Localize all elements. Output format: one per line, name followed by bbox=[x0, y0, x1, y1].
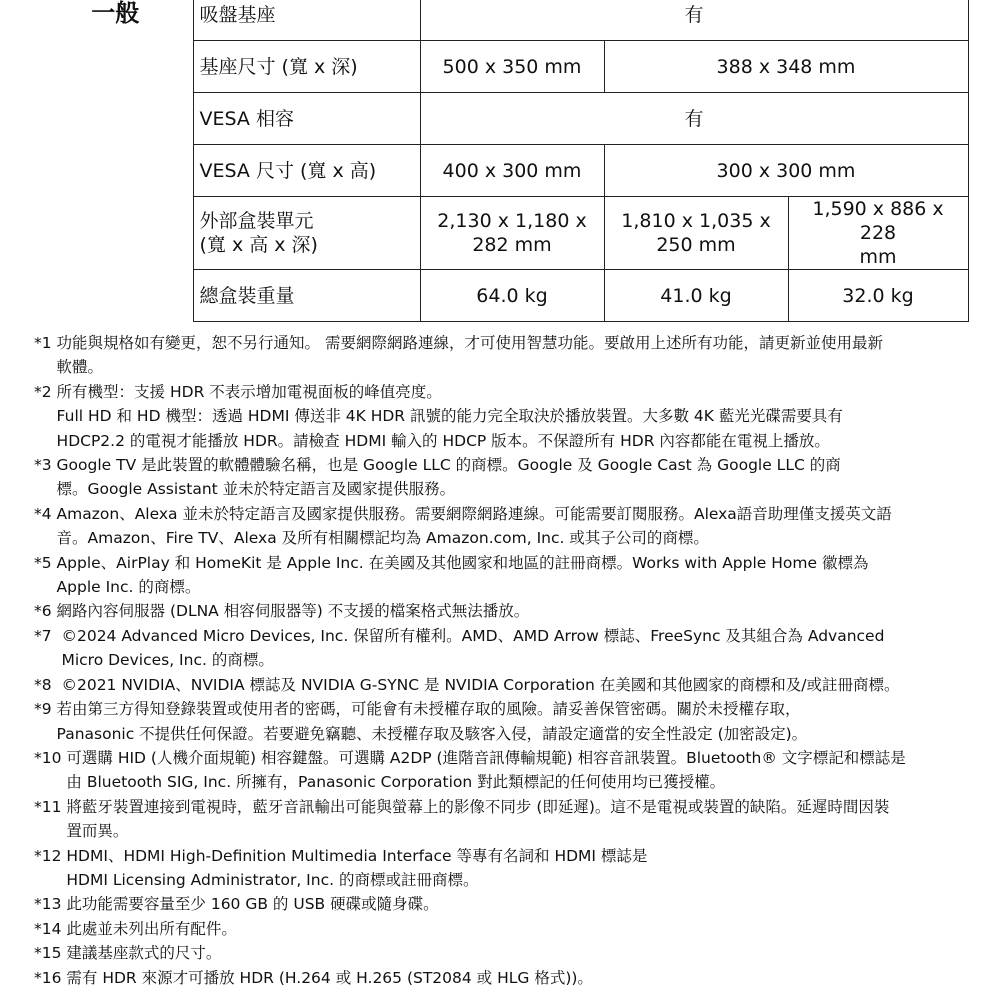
footnote-text bbox=[57, 502, 980, 551]
spec-value-line: 2,130 x 1,180 x bbox=[437, 210, 587, 232]
footnote-line: 需有 HDR 來源才可播放 HDR (H.264 或 H.265 (ST2084 或 HLG 格式))。 bbox=[66, 968, 593, 987]
spec-value: 41.0 kg bbox=[604, 270, 788, 322]
footnote-line: Micro Devices, Inc. 的商標。 bbox=[61, 651, 274, 670]
footnote bbox=[34, 941, 980, 965]
footnote-line: ©2021 NVIDIA、NVIDIA 標誌及 NVIDIA G-SYNC 是 NVIDIA Corporation 在美國和其他國家的商標和及/或註冊商標。 bbox=[61, 675, 900, 694]
footnote-line: 音。Amazon、Fire TV、Alexa 及所有相關標記均為 Amazon.com, Inc. 或其子公司的商標。 bbox=[56, 529, 709, 548]
footnote-number: *15 bbox=[34, 944, 67, 963]
footnote-number: *16 bbox=[34, 968, 67, 987]
spec-value: 500 x 350 mm bbox=[420, 41, 604, 93]
spec-label bbox=[193, 270, 420, 322]
footnote bbox=[34, 844, 980, 893]
footnote-text bbox=[57, 331, 980, 380]
footnote-line: 軟體。 bbox=[56, 358, 104, 377]
footnote-text bbox=[66, 941, 980, 965]
footnote bbox=[34, 697, 980, 746]
footnote-number: *12 bbox=[34, 846, 67, 865]
spec-label bbox=[193, 145, 420, 197]
spec-row bbox=[38, 0, 968, 41]
footnote-text bbox=[66, 917, 980, 941]
footnote-text bbox=[57, 453, 980, 502]
footnote-line: 可選購 HID (人機介面規範) 相容鍵盤。可選購 A2DP (進階音訊傳輸規範) 相容音訊裝置。Bluetooth® 文字標記和標誌是 bbox=[66, 748, 906, 767]
spec-label-line: 基座尺寸 (寬 x 深) bbox=[199, 55, 358, 78]
spec-value: 400 x 300 mm bbox=[420, 145, 604, 197]
footnote-text bbox=[66, 746, 980, 795]
spec-value: 32.0 kg bbox=[788, 270, 968, 322]
footnote-line: 所有機型：支援 HDR 不表示增加電視面板的峰值亮度。 bbox=[56, 382, 442, 401]
footnote-number: *11 bbox=[34, 797, 67, 816]
footnote-text bbox=[57, 599, 980, 623]
footnote-line: HDMI、HDMI High-Definition Multimedia Interface 等專有名詞和 HDMI 標誌是 bbox=[66, 846, 648, 865]
spec-value bbox=[604, 197, 788, 270]
footnote-line: 功能與規格如有變更，恕不另行通知。 需要網際網路連線，才可使用智慧功能。要啟用上述所有功能，請更新並使用最新 bbox=[56, 334, 883, 352]
spec-value-line: 1,590 x 886 x 228 bbox=[812, 198, 944, 244]
spec-value: 64.0 kg bbox=[420, 270, 604, 322]
footnote-number: *6 bbox=[34, 602, 57, 621]
footnote-number: *8 bbox=[34, 675, 62, 694]
footnote-text bbox=[66, 966, 980, 990]
spec-label-line: VESA 尺寸 (寬 x 高) bbox=[199, 159, 377, 182]
spec-label-line: (寬 x 高 x 深) bbox=[199, 234, 318, 256]
footnote-number: *4 bbox=[34, 504, 57, 523]
footnote-line: Google TV 是此裝置的軟體體驗名稱，也是 Google LLC 的商標。Google 及 Google Cast 為 Google LLC 的商 bbox=[56, 456, 841, 475]
footnote bbox=[34, 917, 980, 941]
footnote bbox=[34, 892, 980, 916]
footnote-line: HDMI Licensing Administrator, Inc. 的商標或註冊商標。 bbox=[66, 870, 479, 889]
spec-table bbox=[38, 0, 969, 322]
spec-value: 有 bbox=[420, 0, 968, 41]
spec-value: 有 bbox=[420, 93, 968, 145]
spec-label bbox=[193, 93, 420, 145]
footnote-line: Apple、AirPlay 和 HomeKit 是 Apple Inc. 在美國及其他國家和地區的註冊商標。Works with Apple Home 徽標為 bbox=[56, 553, 869, 572]
spec-label-line: VESA 相容 bbox=[199, 107, 294, 130]
footnote-line: Panasonic 不提供任何保證。若要避免竊聽、未授權存取及駭客入侵，請設定適當的安全性設定 (加密設定)。 bbox=[56, 724, 808, 743]
footnote-number: *14 bbox=[34, 919, 67, 938]
footnotes bbox=[34, 331, 980, 990]
footnote-text bbox=[61, 673, 980, 697]
footnote bbox=[34, 966, 980, 990]
footnote-line: Apple Inc. 的商標。 bbox=[56, 578, 201, 597]
footnote bbox=[34, 551, 980, 600]
spec-label-line: 吸盤基座 bbox=[199, 3, 276, 26]
footnote-text bbox=[66, 892, 980, 916]
footnote-line: 網路內容伺服器 (DLNA 相容伺服器等) 不支援的檔案格式無法播放。 bbox=[56, 602, 530, 621]
spec-value bbox=[420, 197, 604, 270]
footnote-line: HDCP2.2 的電視才能播放 HDR。請檢查 HDMI 輸入的 HDCP 版本。不保證所有 HDR 內容都能在電視上播放。 bbox=[56, 431, 830, 450]
footnote-text bbox=[66, 844, 980, 893]
footnote-text bbox=[57, 551, 980, 600]
footnote-line: 此處並未列出所有配件。 bbox=[66, 919, 237, 938]
spec-value-line: 1,810 x 1,035 x bbox=[621, 210, 771, 232]
spec-value bbox=[788, 197, 968, 270]
spec-label bbox=[193, 197, 420, 270]
spec-value-line: 250 mm bbox=[656, 234, 736, 256]
footnote-line: 若由第三方得知登錄裝置或使用者的密碼，可能會有未授權存取的風險。請妥善保管密碼。關於未授權存取， bbox=[56, 700, 801, 719]
footnote-line: 由 Bluetooth SIG, Inc. 所擁有，Panasonic Corporation 對此類標記的任何使用均已獲授權。 bbox=[66, 773, 726, 792]
spec-label-line: 外部盒裝單元 bbox=[199, 210, 314, 232]
footnote bbox=[34, 795, 980, 844]
footnote-line: 此功能需要容量至少 160 GB 的 USB 硬碟或隨身碟。 bbox=[66, 895, 439, 914]
footnote-number: *10 bbox=[34, 748, 67, 767]
footnote-line: 建議基座款式的尺寸。 bbox=[66, 944, 222, 963]
footnote-line: Full HD 和 HD 機型：透過 HDMI 傳送非 4K HDR 訊號的能力完全取決於播放裝置。大多數 4K 藍光光碟需要具有 bbox=[56, 407, 843, 426]
footnote-number: *1 bbox=[34, 334, 57, 352]
footnote bbox=[34, 599, 980, 623]
footnote-number: *5 bbox=[34, 553, 57, 572]
footnote-line: Amazon、Alexa 並未於特定語言及國家提供服務。需要網際網路連線。可能需要訂閱服務。Alexa語音助理僅支援英文語 bbox=[56, 504, 892, 523]
spec-category: 一般 bbox=[38, 0, 193, 322]
footnote bbox=[34, 331, 980, 380]
footnote-number: *3 bbox=[34, 456, 57, 475]
spec-value: 300 x 300 mm bbox=[604, 145, 968, 197]
footnote-text bbox=[66, 795, 980, 844]
footnote-number: *2 bbox=[34, 382, 57, 401]
footnote-line: 將藍牙裝置連接到電視時，藍牙音訊輸出可能與螢幕上的影像不同步 (即延遲)。這不是電視或裝置的缺陷。延遲時間因裝 bbox=[66, 797, 890, 816]
footnote-text bbox=[57, 697, 980, 746]
footnote bbox=[34, 624, 980, 673]
spec-value-line: mm bbox=[859, 246, 897, 268]
footnote-line: 標。Google Assistant 並未於特定語言及國家提供服務。 bbox=[56, 480, 456, 499]
spec-label bbox=[193, 41, 420, 93]
footnote bbox=[34, 380, 980, 453]
spec-label-line: 總盒裝重量 bbox=[199, 284, 295, 307]
spec-value: 388 x 348 mm bbox=[604, 41, 968, 93]
footnote-number: *7 bbox=[34, 626, 62, 645]
footnote bbox=[34, 673, 980, 697]
footnote-number: *9 bbox=[34, 700, 57, 719]
footnote-text bbox=[61, 624, 980, 673]
footnote-text bbox=[57, 380, 980, 453]
footnote-number: *13 bbox=[34, 895, 67, 914]
footnote-line: ©2024 Advanced Micro Devices, Inc. 保留所有權利。AMD、AMD Arrow 標誌、FreeSync 及其組合為 Advanced bbox=[61, 626, 885, 645]
footnote bbox=[34, 453, 980, 502]
spec-label bbox=[193, 0, 420, 41]
footnote bbox=[34, 746, 980, 795]
spec-value-line: 282 mm bbox=[472, 234, 552, 256]
footnote-line: 置而異。 bbox=[66, 822, 129, 841]
footnote bbox=[34, 502, 980, 551]
